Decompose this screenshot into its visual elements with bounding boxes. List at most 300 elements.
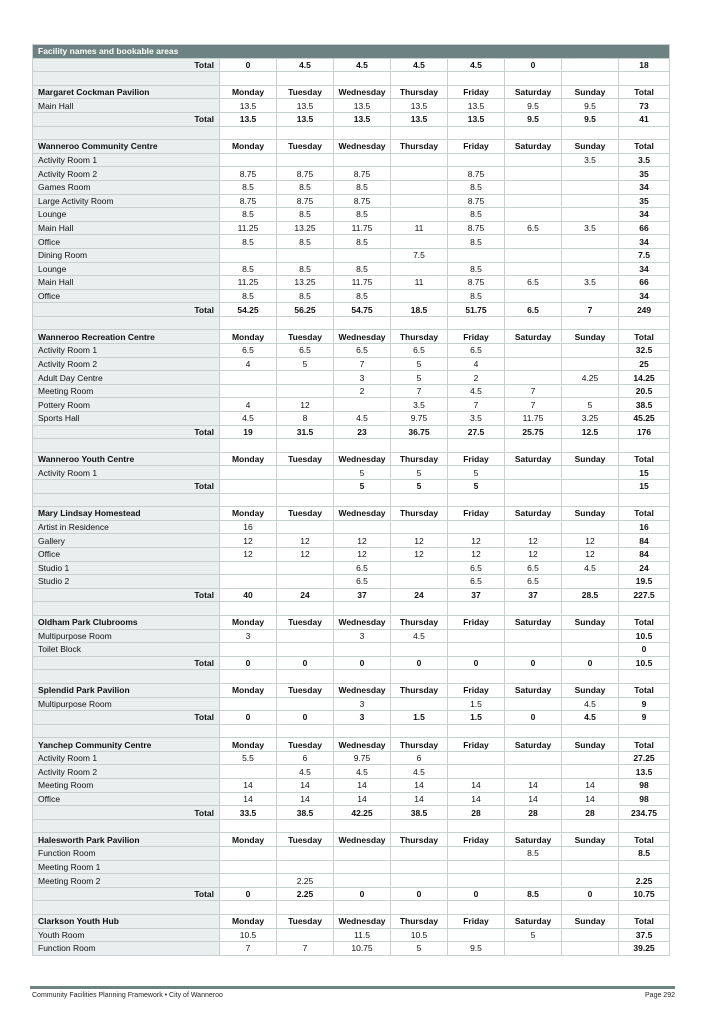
value-cell: 28.5 (562, 588, 619, 602)
value-cell: 13.5 (391, 112, 448, 126)
value-cell (448, 248, 505, 262)
value-cell: 8.5 (505, 887, 562, 901)
spacer-cell (505, 439, 562, 453)
table-row (33, 779, 670, 793)
total-label: Total (33, 112, 220, 126)
section-header-row (33, 140, 670, 154)
value-cell (220, 765, 277, 779)
table-row (33, 208, 670, 222)
value-cell: 39.25 (619, 942, 670, 956)
table-row (33, 194, 670, 208)
value-cell: 4.5 (334, 58, 391, 72)
column-header-cell: Saturday (505, 915, 562, 929)
value-cell: 12 (448, 547, 505, 561)
spacer-cell (505, 819, 562, 833)
facility-name: Splendid Park Pavilion (33, 683, 220, 697)
column-header-cell: Total (619, 833, 670, 847)
table-row (33, 276, 670, 290)
spacer-cell (562, 602, 619, 616)
value-cell: 38.5 (619, 398, 670, 412)
value-cell (505, 248, 562, 262)
value-cell: 73 (619, 99, 670, 113)
value-cell (448, 860, 505, 874)
value-cell (505, 194, 562, 208)
column-header-cell: Monday (220, 615, 277, 629)
value-cell: 6.5 (448, 575, 505, 589)
spacer-cell (619, 724, 670, 738)
spacer-cell (277, 439, 334, 453)
value-cell: 14 (562, 779, 619, 793)
value-cell: 0 (220, 656, 277, 670)
value-cell: 18.5 (391, 303, 448, 317)
value-cell: 8.5 (277, 262, 334, 276)
spacer-cell (448, 493, 505, 507)
value-cell: 6.5 (220, 344, 277, 358)
value-cell: 14 (277, 792, 334, 806)
value-cell: 28 (562, 806, 619, 820)
spacer-cell (448, 724, 505, 738)
column-header-cell: Total (619, 452, 670, 466)
value-cell: 7.5 (619, 248, 670, 262)
table-row (33, 371, 670, 385)
value-cell (562, 208, 619, 222)
value-cell (448, 928, 505, 942)
value-cell (334, 398, 391, 412)
value-cell (277, 153, 334, 167)
value-cell: 27.25 (619, 751, 670, 765)
column-header-cell: Friday (448, 615, 505, 629)
value-cell (277, 480, 334, 494)
value-cell (448, 520, 505, 534)
value-cell (277, 643, 334, 657)
table-row (33, 357, 670, 371)
value-cell: 8.5 (619, 847, 670, 861)
total-row (33, 887, 670, 901)
value-cell: 32.5 (619, 344, 670, 358)
value-cell (391, 167, 448, 181)
column-header-cell: Total (619, 915, 670, 929)
table-header-row (33, 45, 670, 59)
value-cell (505, 520, 562, 534)
spacer-cell (277, 493, 334, 507)
column-header-cell: Thursday (391, 683, 448, 697)
value-cell: 35 (619, 194, 670, 208)
value-cell: 42.25 (334, 806, 391, 820)
value-cell: 6.5 (448, 561, 505, 575)
spacer-cell (33, 493, 220, 507)
value-cell: 3.25 (562, 412, 619, 426)
value-cell: 37 (334, 588, 391, 602)
column-header-cell: Saturday (505, 85, 562, 99)
value-cell: 7 (448, 398, 505, 412)
room-name: Adult Day Centre (33, 371, 220, 385)
spacer-cell (391, 316, 448, 330)
column-header-cell: Thursday (391, 507, 448, 521)
column-header-cell: Sunday (562, 683, 619, 697)
column-header-cell: Wednesday (334, 833, 391, 847)
column-header-cell: Thursday (391, 140, 448, 154)
footer-divider (30, 986, 675, 989)
column-header-cell: Friday (448, 833, 505, 847)
value-cell: 5 (391, 466, 448, 480)
value-cell (505, 751, 562, 765)
spacer-cell (562, 819, 619, 833)
value-cell (448, 751, 505, 765)
value-cell: 4.5 (448, 58, 505, 72)
room-name: Activity Room 2 (33, 357, 220, 371)
spacer-cell (33, 126, 220, 140)
room-name: Activity Room 1 (33, 751, 220, 765)
room-name: Function Room (33, 942, 220, 956)
total-label: Total (33, 588, 220, 602)
value-cell: 14 (334, 779, 391, 793)
value-cell (391, 847, 448, 861)
value-cell: 37 (448, 588, 505, 602)
column-header-cell: Sunday (562, 330, 619, 344)
value-cell: 36.75 (391, 425, 448, 439)
value-cell: 0 (277, 656, 334, 670)
value-cell (562, 384, 619, 398)
value-cell: 28 (505, 806, 562, 820)
value-cell: 8.75 (334, 194, 391, 208)
column-header-cell: Wednesday (334, 683, 391, 697)
column-header-cell: Tuesday (277, 85, 334, 99)
value-cell (277, 371, 334, 385)
value-cell (562, 575, 619, 589)
column-header-cell: Monday (220, 915, 277, 929)
spacer-cell (220, 493, 277, 507)
value-cell: 38.5 (277, 806, 334, 820)
room-name: Large Activity Room (33, 194, 220, 208)
column-header-cell: Tuesday (277, 738, 334, 752)
value-cell: 10.75 (619, 887, 670, 901)
value-cell: 3 (334, 697, 391, 711)
value-cell: 34 (619, 235, 670, 249)
spacer-cell (619, 493, 670, 507)
value-cell: 11 (391, 221, 448, 235)
spacer-cell (619, 819, 670, 833)
value-cell (277, 697, 334, 711)
spacer-cell (505, 670, 562, 684)
spacer-cell (334, 126, 391, 140)
value-cell (562, 235, 619, 249)
value-cell: 8.5 (448, 235, 505, 249)
spacer-cell (619, 439, 670, 453)
value-cell (448, 629, 505, 643)
value-cell: 0 (391, 656, 448, 670)
value-cell (562, 357, 619, 371)
spacer-cell (505, 126, 562, 140)
table-row (33, 384, 670, 398)
value-cell: 0 (505, 58, 562, 72)
value-cell: 5 (334, 480, 391, 494)
column-header-cell: Wednesday (334, 85, 391, 99)
value-cell (562, 942, 619, 956)
value-cell (505, 235, 562, 249)
value-cell: 20.5 (619, 384, 670, 398)
value-cell (391, 697, 448, 711)
value-cell: 7 (334, 357, 391, 371)
value-cell (391, 153, 448, 167)
room-name: Dining Room (33, 248, 220, 262)
column-header-cell: Monday (220, 738, 277, 752)
column-header-cell: Tuesday (277, 452, 334, 466)
value-cell: 4.5 (562, 711, 619, 725)
value-cell: 0 (562, 656, 619, 670)
value-cell: 54.25 (220, 303, 277, 317)
value-cell: 12 (334, 547, 391, 561)
value-cell: 1.5 (448, 697, 505, 711)
value-cell: 40 (220, 588, 277, 602)
value-cell: 0 (220, 887, 277, 901)
value-cell: 8.5 (277, 180, 334, 194)
value-cell: 9.5 (562, 99, 619, 113)
value-cell: 6.5 (334, 575, 391, 589)
column-header-cell: Monday (220, 140, 277, 154)
value-cell (220, 384, 277, 398)
value-cell: 11.25 (220, 276, 277, 290)
footer-page-number: Page 292 (645, 992, 675, 999)
value-cell: 8.75 (448, 276, 505, 290)
value-cell: 9.5 (505, 99, 562, 113)
value-cell (562, 58, 619, 72)
value-cell: 8.5 (277, 208, 334, 222)
value-cell: 249 (619, 303, 670, 317)
value-cell (562, 167, 619, 181)
value-cell: 12 (505, 547, 562, 561)
column-header-cell: Friday (448, 140, 505, 154)
column-header-cell: Thursday (391, 330, 448, 344)
section-header-row (33, 507, 670, 521)
value-cell: 176 (619, 425, 670, 439)
section-header-row (33, 683, 670, 697)
value-cell: 14 (334, 792, 391, 806)
value-cell (448, 874, 505, 888)
value-cell: 4.5 (562, 561, 619, 575)
value-cell: 23 (334, 425, 391, 439)
column-header-cell: Saturday (505, 452, 562, 466)
spacer-cell (562, 901, 619, 915)
value-cell: 4.5 (334, 412, 391, 426)
value-cell (505, 643, 562, 657)
value-cell: 12 (562, 534, 619, 548)
spacer-cell (334, 670, 391, 684)
value-cell: 5 (391, 480, 448, 494)
value-cell (562, 765, 619, 779)
value-cell (391, 180, 448, 194)
value-cell (334, 860, 391, 874)
value-cell: 2 (448, 371, 505, 385)
spacer-cell (505, 493, 562, 507)
spacer-cell (391, 724, 448, 738)
value-cell: 2.25 (277, 887, 334, 901)
total-label: Total (33, 58, 220, 72)
table-row (33, 643, 670, 657)
value-cell (277, 847, 334, 861)
value-cell: 5 (562, 398, 619, 412)
value-cell: 13.5 (334, 99, 391, 113)
value-cell (334, 847, 391, 861)
value-cell (391, 520, 448, 534)
table-row (33, 248, 670, 262)
value-cell (562, 289, 619, 303)
value-cell: 4.5 (334, 765, 391, 779)
spacer-cell (562, 670, 619, 684)
spacer-row (33, 901, 670, 915)
spacer-cell (334, 316, 391, 330)
room-name: Office (33, 792, 220, 806)
spacer-cell (220, 439, 277, 453)
table-row (33, 765, 670, 779)
room-name: Main Hall (33, 99, 220, 113)
room-name: Meeting Room 2 (33, 874, 220, 888)
footer-document-title: Community Facilities Planning Framework • City of Wanneroo (32, 992, 223, 999)
column-header-cell: Saturday (505, 140, 562, 154)
spacer-cell (562, 724, 619, 738)
room-name: Meeting Room (33, 779, 220, 793)
value-cell: 13.25 (277, 276, 334, 290)
facility-name: Margaret Cockman Pavilion (33, 85, 220, 99)
facility-name: Wanneroo Youth Centre (33, 452, 220, 466)
value-cell: 8.5 (448, 289, 505, 303)
value-cell: 3 (334, 371, 391, 385)
total-row (33, 303, 670, 317)
table-row (33, 235, 670, 249)
table-row (33, 942, 670, 956)
total-label: Total (33, 303, 220, 317)
column-header-cell: Total (619, 683, 670, 697)
room-name: Gallery (33, 534, 220, 548)
table-row (33, 99, 670, 113)
spacer-cell (562, 72, 619, 86)
value-cell: 66 (619, 276, 670, 290)
value-cell: 12 (391, 547, 448, 561)
value-cell: 5 (448, 466, 505, 480)
table-row (33, 847, 670, 861)
spacer-row (33, 819, 670, 833)
room-name: Function Room (33, 847, 220, 861)
value-cell (562, 520, 619, 534)
value-cell: 98 (619, 792, 670, 806)
column-header-cell: Tuesday (277, 833, 334, 847)
column-header-cell: Saturday (505, 738, 562, 752)
value-cell: 0 (448, 887, 505, 901)
table-row (33, 792, 670, 806)
value-cell: 5.5 (220, 751, 277, 765)
value-cell (391, 208, 448, 222)
spacer-cell (220, 819, 277, 833)
spacer-cell (277, 670, 334, 684)
value-cell: 8.5 (334, 235, 391, 249)
column-header-cell: Monday (220, 683, 277, 697)
value-cell: 7 (277, 942, 334, 956)
column-header-cell: Saturday (505, 330, 562, 344)
value-cell: 234.75 (619, 806, 670, 820)
value-cell (277, 561, 334, 575)
value-cell: 11.75 (505, 412, 562, 426)
column-header-cell: Friday (448, 738, 505, 752)
spacer-cell (448, 901, 505, 915)
value-cell: 6 (277, 751, 334, 765)
value-cell: 8.5 (448, 180, 505, 194)
column-header-cell: Friday (448, 683, 505, 697)
spacer-cell (619, 670, 670, 684)
value-cell: 8.5 (220, 180, 277, 194)
spacer-cell (334, 72, 391, 86)
value-cell (505, 371, 562, 385)
value-cell (334, 153, 391, 167)
value-cell (448, 847, 505, 861)
value-cell: 31.5 (277, 425, 334, 439)
value-cell (277, 466, 334, 480)
column-header-cell: Friday (448, 452, 505, 466)
value-cell (277, 575, 334, 589)
value-cell: 16 (220, 520, 277, 534)
value-cell: 7 (505, 384, 562, 398)
value-cell (562, 194, 619, 208)
column-header-cell: Sunday (562, 85, 619, 99)
room-name: Studio 1 (33, 561, 220, 575)
value-cell (505, 466, 562, 480)
value-cell: 7 (505, 398, 562, 412)
value-cell: 4.5 (391, 629, 448, 643)
value-cell: 8.5 (220, 235, 277, 249)
spacer-cell (33, 901, 220, 915)
value-cell (505, 262, 562, 276)
room-name: Pottery Room (33, 398, 220, 412)
value-cell: 56.25 (277, 303, 334, 317)
value-cell (562, 643, 619, 657)
section-header-row (33, 330, 670, 344)
spacer-cell (391, 602, 448, 616)
value-cell (220, 643, 277, 657)
column-header-cell: Wednesday (334, 330, 391, 344)
value-cell: 11.5 (334, 928, 391, 942)
spacer-cell (505, 724, 562, 738)
value-cell (562, 874, 619, 888)
value-cell: 8.5 (334, 262, 391, 276)
value-cell: 9.5 (505, 112, 562, 126)
value-cell (562, 344, 619, 358)
value-cell: 8.5 (334, 289, 391, 303)
value-cell (220, 860, 277, 874)
spacer-cell (220, 724, 277, 738)
total-row (33, 112, 670, 126)
column-header-cell: Saturday (505, 833, 562, 847)
value-cell: 3 (334, 711, 391, 725)
value-cell: 5 (334, 466, 391, 480)
section-header-row (33, 615, 670, 629)
table-row (33, 561, 670, 575)
value-cell (505, 942, 562, 956)
value-cell: 8.5 (220, 208, 277, 222)
room-name: Lounge (33, 262, 220, 276)
value-cell: 12 (277, 398, 334, 412)
value-cell (220, 466, 277, 480)
value-cell (505, 629, 562, 643)
spacer-cell (33, 670, 220, 684)
column-header-cell: Friday (448, 915, 505, 929)
facility-name: Wanneroo Recreation Centre (33, 330, 220, 344)
value-cell: 25 (619, 357, 670, 371)
value-cell: 18 (619, 58, 670, 72)
value-cell: 13.5 (391, 99, 448, 113)
value-cell: 12 (505, 534, 562, 548)
value-cell: 5 (391, 942, 448, 956)
value-cell (334, 874, 391, 888)
value-cell: 6.5 (505, 221, 562, 235)
value-cell (505, 289, 562, 303)
